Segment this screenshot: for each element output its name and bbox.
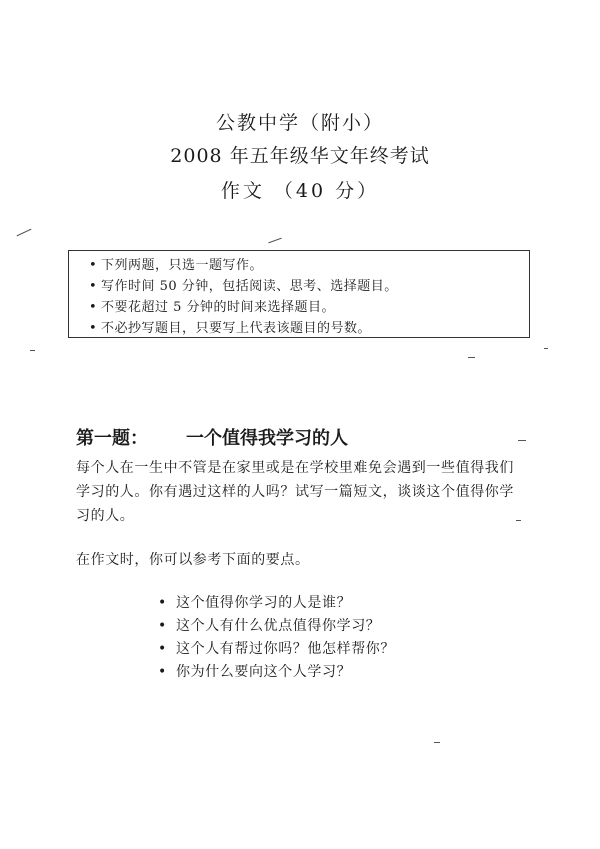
question-label: 第一题： <box>76 428 148 449</box>
scan-speck <box>434 742 440 743</box>
school-name: 公教中学（附小） <box>215 112 384 134</box>
instruction-item: • 写作时间 50 分钟，包括阅读、思考、选择题目。 <box>89 276 529 297</box>
scan-speck <box>516 520 521 521</box>
reference-point: • 你为什么要向这个人学习？ <box>158 661 395 684</box>
scan-speck <box>17 229 32 237</box>
scan-speck <box>30 350 35 351</box>
reference-point: • 这个人有帮过你吗？他怎样帮你？ <box>158 638 395 661</box>
exam-title: 2008 年五年级华文年终考试 <box>170 145 430 167</box>
scan-speck <box>268 238 281 244</box>
scan-speck <box>544 348 548 349</box>
instruction-item: • 下列两题，只选一题写作。 <box>89 255 529 276</box>
instructions-list <box>89 255 529 339</box>
reference-points-list <box>158 592 395 684</box>
reference-note: 在作文时，你可以参考下面的要点。 <box>76 552 310 568</box>
scan-speck <box>468 357 475 358</box>
instruction-item: • 不必抄写题目，只要写上代表该题目的号数。 <box>89 318 529 339</box>
reference-point: • 这个人有什么优点值得你学习？ <box>158 615 395 638</box>
instructions-box <box>68 250 530 338</box>
instruction-item: • 不要花超过 5 分钟的时间来选择题目。 <box>89 297 529 318</box>
reference-point: • 这个值得你学习的人是谁？ <box>158 592 395 615</box>
scan-speck <box>518 440 526 441</box>
question-heading <box>76 424 348 450</box>
question-intro: 每个人在一生中不管是在家里或是在学校里难免会遇到一些值得我们学习的人。你有遇过这样的人吗？试写一篇短文，谈谈这个值得你学习的人。 <box>76 460 514 524</box>
section-title: 作文 （40 分） <box>220 180 380 202</box>
question-title: 一个值得我学习的人 <box>186 428 348 449</box>
